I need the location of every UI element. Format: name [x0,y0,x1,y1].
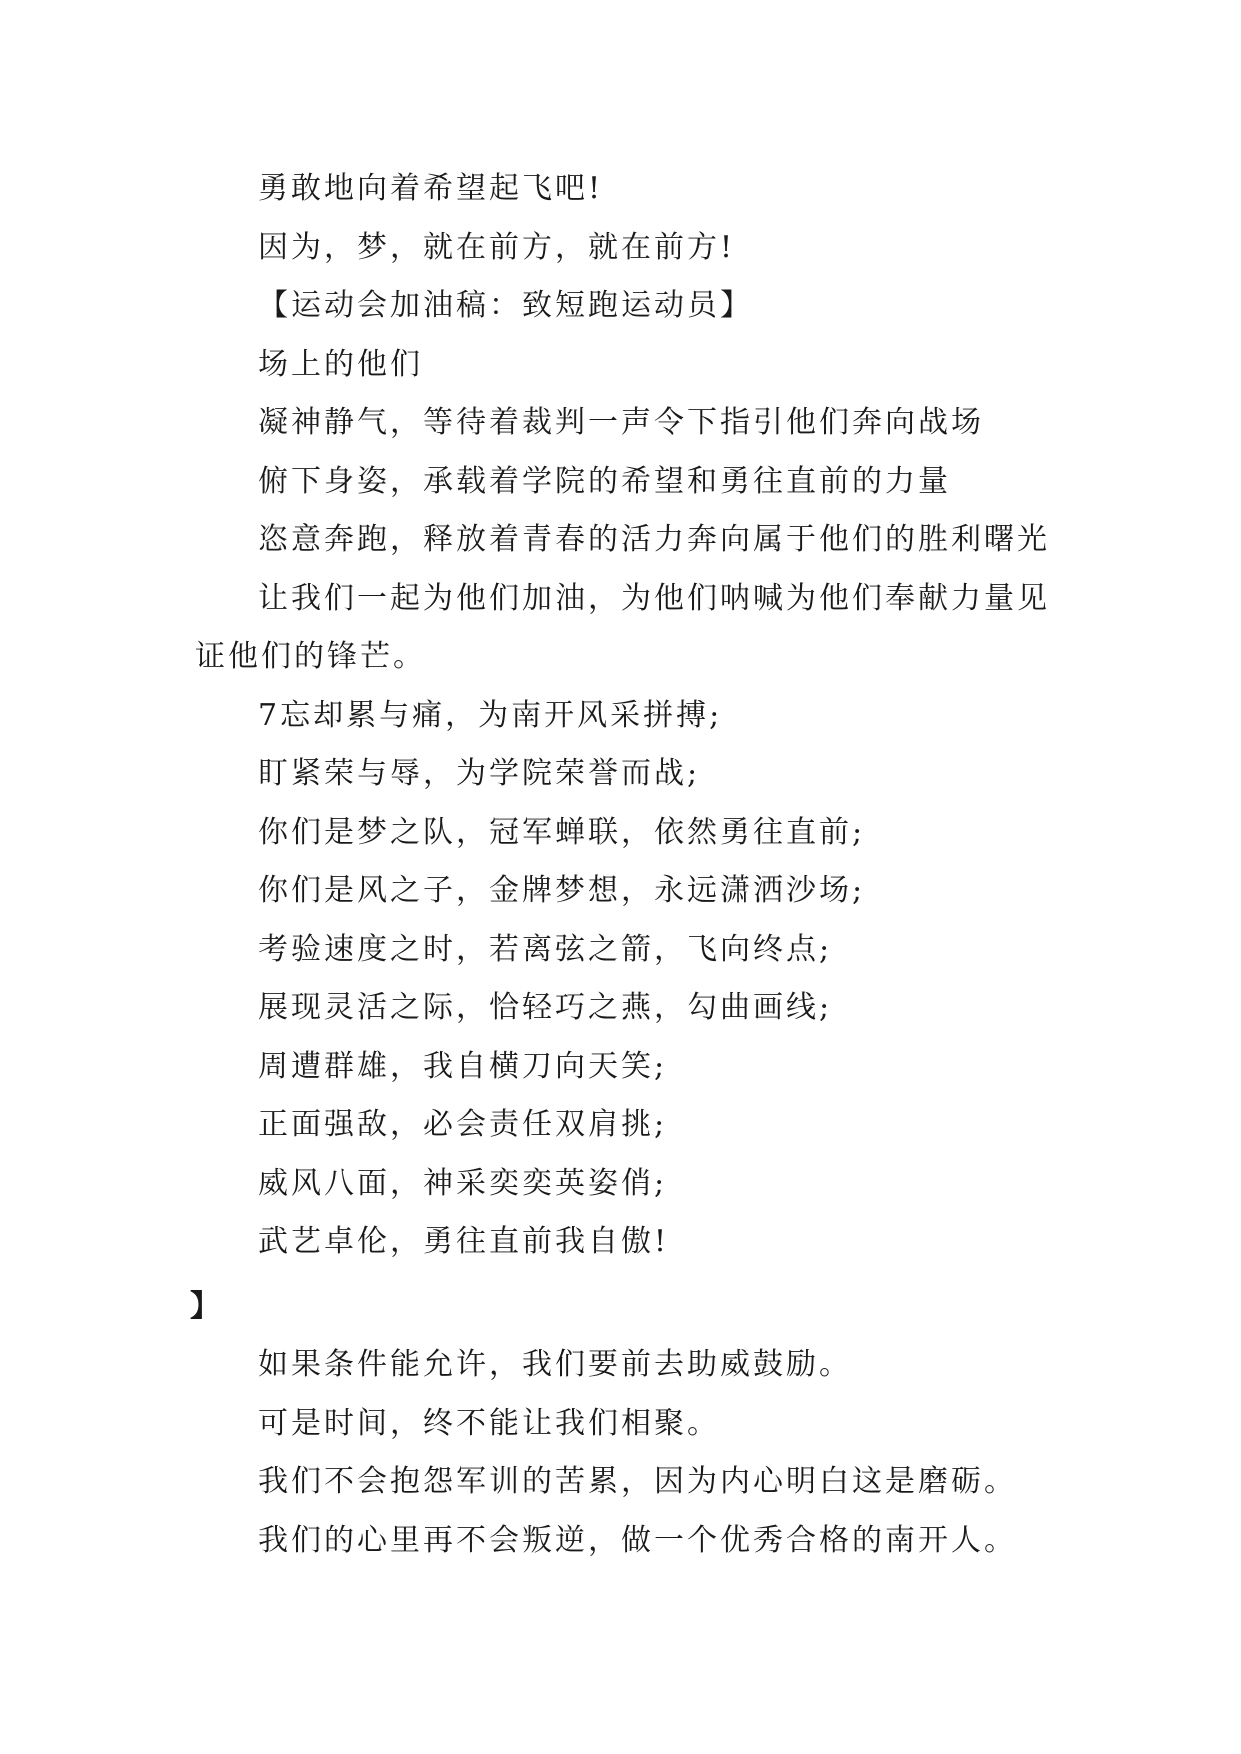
closing-bracket: 】 [190,1288,223,1324]
document-body [0,160,1241,1570]
text-line: 考验速度之时，若离弦之箭，飞向终点; [258,931,833,967]
text-line: 展现灵活之际，恰轻巧之燕，勾曲画线; [258,990,833,1025]
text-line: 我们不会抱怨军训的苦累，因为内心明白这是磨砺。 [258,1464,1017,1499]
text-line: 俯下身姿，承载着学院的希望和勇往直前的力量 [258,463,951,499]
text-line: 武艺卓伦，勇往直前我自傲! [258,1224,670,1259]
text-line: 因为，梦，就在前方，就在前方! [258,229,736,265]
text-line: 恣意奔跑，释放着青春的活力奔向属于他们的胜利曙光 [258,522,1050,557]
text-line: 我们的心里再不会叛逆，做一个优秀合格的南开人。 [258,1522,1017,1558]
text-line: 如果条件能允许，我们要前去助威鼓励。 [258,1347,852,1382]
text-line: 可是时间，终不能让我们相聚。 [258,1405,720,1441]
text-line: 勇敢地向着希望起飞吧! [258,171,604,206]
text-line: 正面强敌，必会责任双肩挑; [258,1107,668,1142]
text-line: 凝神静气，等待着裁判一声令下指引他们奔向战场 [258,405,984,440]
text-line: 让我们一起为他们加油，为他们呐喊为他们奉献力量见 [258,580,1050,616]
section-heading: 【运动会加油稿：致短跑运动员】 [258,288,753,323]
text-line: 你们是梦之队，冠军蝉联，依然勇往直前; [258,814,866,850]
text-line: 你们是风之子，金牌梦想，永远潇洒沙场; [258,873,866,908]
text-line: 场上的他们 [258,346,423,382]
text-line: 威风八面，神采奕奕英姿俏; [258,1165,668,1201]
text-line: 7忘却累与痛，为南开风采拼搏; [258,697,723,733]
text-line: 盯紧荣与辱，为学院荣誉而战; [258,756,701,791]
text-line: 周遭群雄，我自横刀向天笑; [258,1048,668,1084]
text-line-continuation: 证他们的锋芒。 [195,639,426,674]
